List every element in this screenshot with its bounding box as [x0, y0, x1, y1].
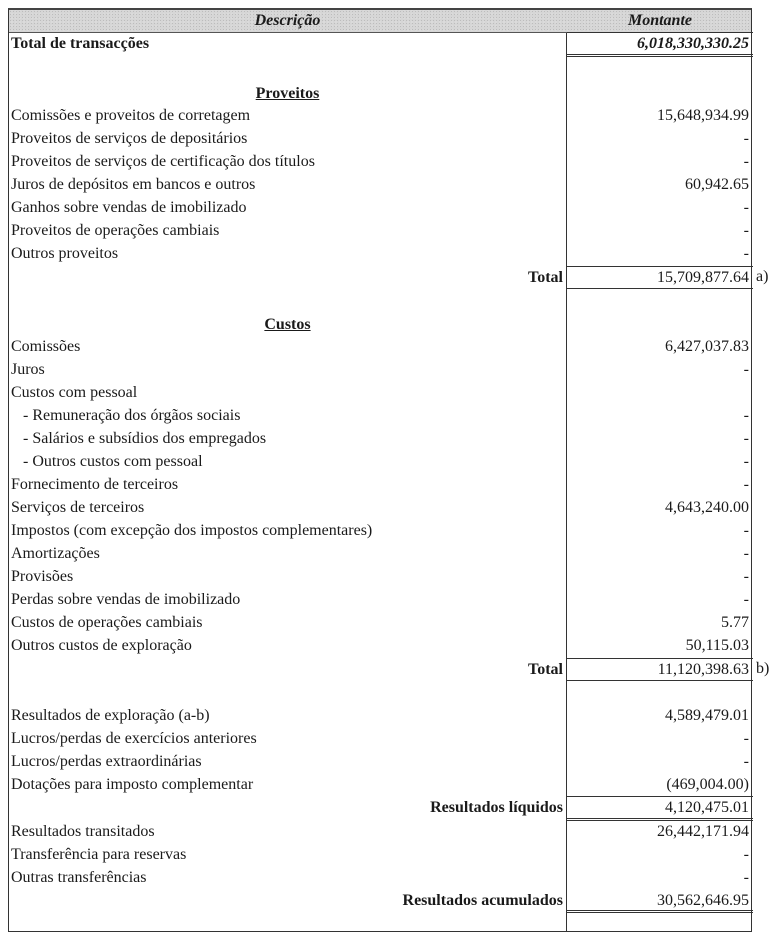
row-label: Comissões: [11, 338, 81, 355]
accumulated-results-label: Resultados acumulados: [402, 892, 563, 909]
table-row: [9, 358, 753, 381]
row-label: Lucros/perdas extraordinárias: [11, 753, 202, 770]
transactions-label: Total de transacções: [11, 35, 150, 52]
table-row: [9, 727, 753, 750]
row-label: - Salários e subsídios dos empregados: [23, 430, 267, 447]
row-label: Outros custos de exploração: [11, 637, 192, 654]
table-row: [9, 127, 753, 150]
custos-title: Custos: [264, 316, 311, 333]
row-value: 6,427,037.83: [665, 338, 749, 355]
table-row: [9, 704, 753, 727]
row-value: -: [743, 153, 749, 170]
row-label: Outros proveitos: [11, 245, 119, 262]
row-value: -: [743, 361, 749, 378]
table-row: [9, 104, 753, 127]
row-value: -: [743, 869, 749, 886]
row-label: Ganhos sobre vendas de imobilizado: [11, 199, 247, 216]
row-label: Serviços de terceiros: [11, 499, 145, 516]
proveitos-total-label: Total: [528, 269, 563, 286]
table-row: [9, 843, 753, 866]
row-label: Resultados transitados: [11, 823, 155, 840]
row-label: Juros de depósitos em bancos e outros: [11, 176, 256, 193]
row-value: 5.77: [721, 614, 749, 631]
table-row: [9, 542, 753, 565]
table-row: [9, 335, 753, 358]
custos-total-value: 11,120,398.63: [567, 658, 753, 681]
row-label: Amortizações: [11, 545, 100, 562]
table-row: [9, 519, 753, 542]
double-underline: [567, 910, 753, 913]
custos-total-label: Total: [528, 661, 563, 678]
row-label: Proveitos de serviços de certificação dos títulos: [11, 153, 315, 170]
row-value: -: [743, 222, 749, 239]
transactions-total-row: [9, 32, 753, 55]
net-results-value: 4,120,475.01: [567, 796, 753, 821]
table-row: [9, 450, 753, 473]
row-value: -: [743, 407, 749, 424]
row-label: Perdas sobre vendas de imobilizado: [11, 591, 241, 608]
row-label: Fornecimento de terceiros: [11, 476, 179, 493]
proveitos-section-title-row: [9, 82, 753, 105]
custos-section-title-row: [9, 313, 753, 336]
row-value: 26,442,171.94: [657, 823, 749, 840]
accumulated-results-value: 30,562,646.95: [657, 892, 749, 909]
financial-statement-table: [8, 8, 752, 932]
row-value: 4,643,240.00: [665, 499, 749, 516]
row-value: -: [743, 753, 749, 770]
note-a: a): [756, 268, 769, 285]
header-description: Descrição: [254, 12, 321, 29]
net-results-row: [9, 796, 753, 819]
row-value: -: [743, 545, 749, 562]
table-row: [9, 219, 753, 242]
table-row: [9, 634, 753, 657]
row-label: - Remuneração dos órgãos sociais: [23, 407, 241, 424]
row-label: Comissões e proveitos de corretagem: [11, 107, 251, 124]
row-value: 60,942.65: [685, 176, 749, 193]
note-b: b): [756, 660, 770, 677]
table-row: [9, 196, 753, 219]
row-value: (469,004.00): [666, 776, 749, 793]
row-label: Custos de operações cambiais: [11, 614, 203, 631]
row-label: Impostos (com excepção dos impostos complementares): [11, 522, 373, 539]
proveitos-total-row: [9, 266, 753, 289]
row-label: - Outros custos com pessoal: [23, 453, 203, 470]
table-row: [9, 750, 753, 773]
proveitos-title: Proveitos: [255, 85, 320, 102]
net-results-label: Resultados líquidos: [430, 799, 563, 816]
table-row: [9, 427, 753, 450]
row-value: -: [743, 846, 749, 863]
custos-total-row: [9, 658, 753, 681]
table-row: [9, 866, 753, 889]
row-value: -: [743, 522, 749, 539]
table-row: [9, 473, 753, 496]
row-value: -: [743, 130, 749, 147]
table-header: [9, 10, 751, 33]
row-value: -: [743, 730, 749, 747]
row-value: 15,648,934.99: [657, 107, 749, 124]
row-value: -: [743, 476, 749, 493]
row-value: 4,589,479.01: [665, 707, 749, 724]
table-row: [9, 173, 753, 196]
header-amount: Montante: [627, 12, 692, 29]
row-label: Custos com pessoal: [11, 384, 138, 401]
table-row: [9, 150, 753, 173]
transactions-value: 6,018,330,330.25: [567, 32, 753, 57]
row-value: -: [743, 430, 749, 447]
table-row: [9, 404, 753, 427]
row-value: -: [743, 245, 749, 262]
table-row: [9, 381, 753, 404]
row-label: Lucros/perdas de exercícios anteriores: [11, 730, 257, 747]
row-value: -: [743, 591, 749, 608]
row-label: Resultados de exploração (a-b): [11, 707, 210, 724]
row-label: Transferência para reservas: [11, 846, 187, 863]
proveitos-total-value: 15,709,877.64: [567, 266, 753, 289]
row-value: -: [743, 568, 749, 585]
row-label: Proveitos de serviços de depositários: [11, 130, 248, 147]
table-row: [9, 820, 753, 843]
table-row: [9, 611, 753, 634]
table-row: [9, 773, 753, 796]
table-row: [9, 565, 753, 588]
row-value: 50,115.03: [685, 637, 749, 654]
row-label: Dotações para imposto complementar: [11, 776, 254, 793]
row-value: -: [743, 453, 749, 470]
row-label: Provisões: [11, 568, 74, 585]
table-row: [9, 496, 753, 519]
row-label: Juros: [11, 361, 45, 378]
row-label: Proveitos de operações cambiais: [11, 222, 220, 239]
accumulated-results-row: [9, 889, 753, 912]
table-row: [9, 588, 753, 611]
row-value: -: [743, 199, 749, 216]
row-label: Outras transferências: [11, 869, 147, 886]
table-row: [9, 242, 753, 265]
